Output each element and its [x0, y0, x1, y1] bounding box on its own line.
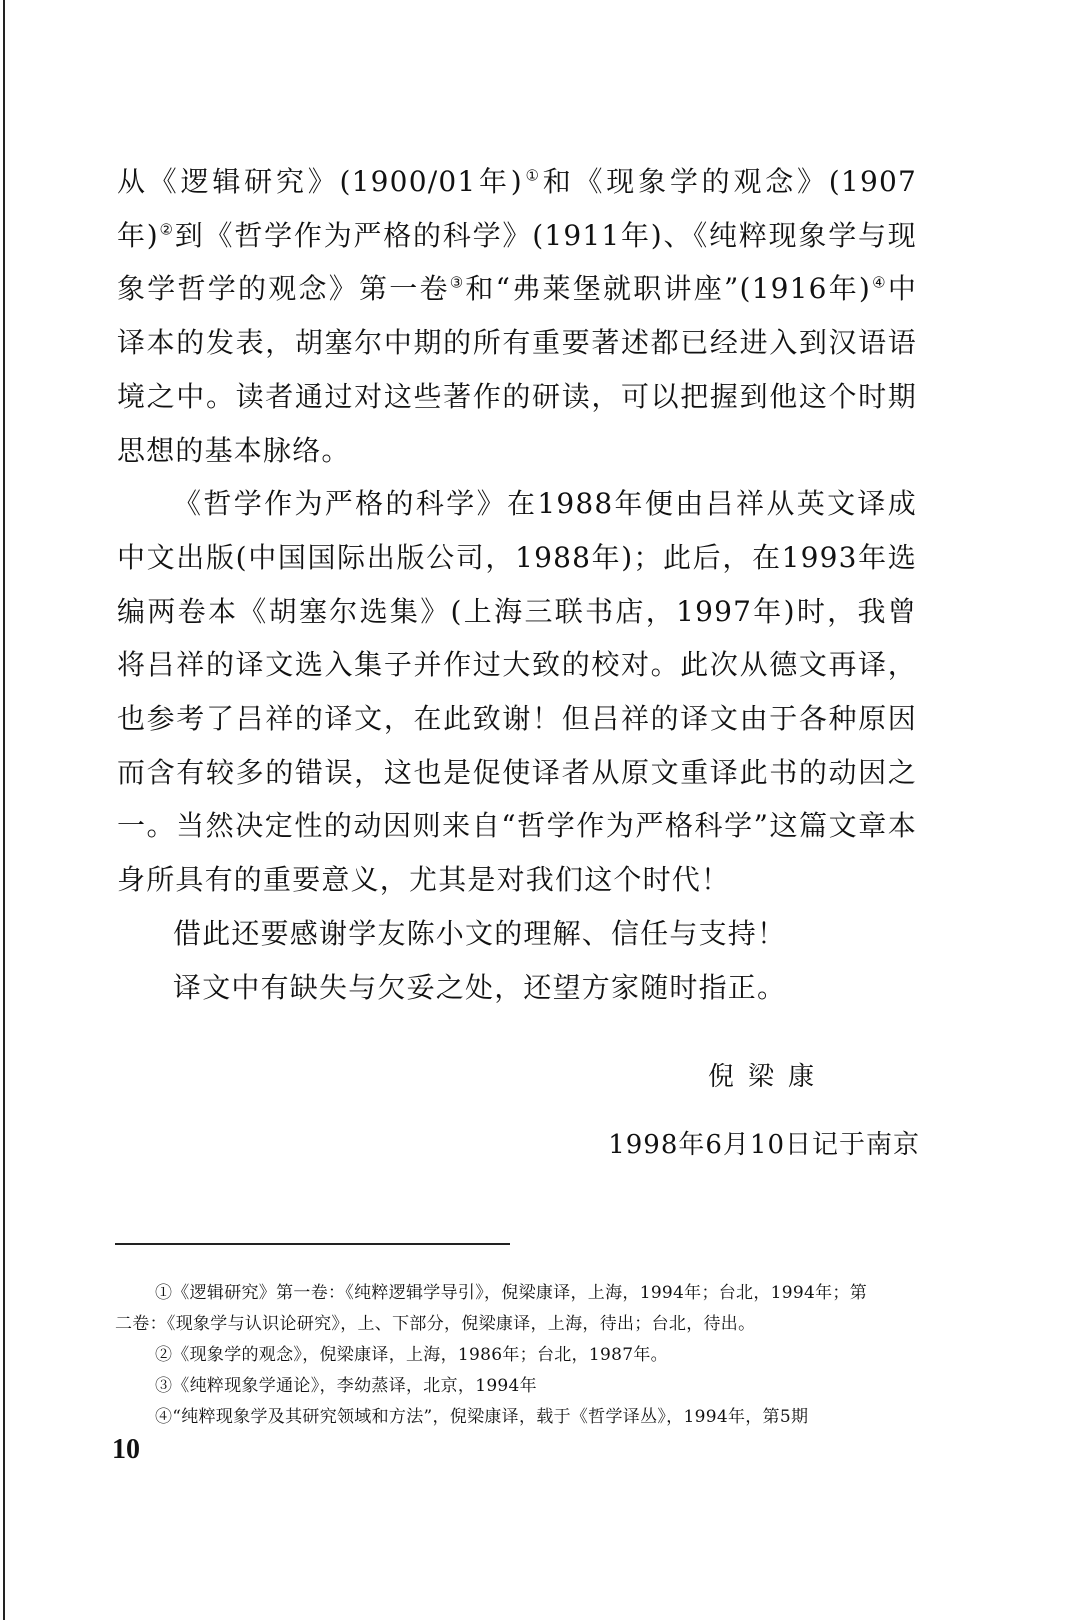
paragraph-2: 《哲学作为严格的科学》在1988年便由吕祥从英文译成中文出版(中国国际出版公司，1988年)；此后，在1993年选编两卷本《胡塞尔选集》(上海三联书店，1997年)时，我曾将吕祥的译文选入集子并作过大致的校对。此次从德文再译，也参考了吕祥的译文，在此致谢！但吕祥的译文由于各种原因而含有较多的错误，这也是促使译者从原文重译此书的动因之一。当然决定性的动因则来自“哲学作为严格科学”这篇文章本身所具有的重要意义，尤其是对我们这个时代！: [117, 487, 917, 897]
footnote-1: ①《逻辑研究》第一卷：《纯粹逻辑学导引》，倪梁康译，上海，1994年；台北，1994年；第: [155, 1283, 868, 1303]
footnote-ref-2: ②: [158, 220, 175, 239]
paragraph-1-text-b: 和《现象学的观念》(1907年): [117, 165, 917, 252]
page-number: 10: [112, 1434, 140, 1465]
footnote-1-continued: 二卷：《现象学与认识论研究》，上、下部分，倪梁康译，上海，待出；台北，待出。: [115, 1314, 756, 1334]
paragraph-3: 借此还要感谢学友陈小文的理解、信任与支持！: [173, 916, 787, 950]
signature-block: [608, 1062, 920, 1160]
paragraph-4: 译文中有缺失与欠妥之处，还望方家随时指正。: [173, 970, 787, 1004]
signature-date: 1998年6月10日记于南京: [608, 1130, 920, 1160]
translator-name: 倪梁康: [707, 1062, 828, 1092]
paragraph-1-text-e: 中译本的发表，胡塞尔中期的所有重要著述都已经进入到汉语语境之中。读者通过对这些著作的研读，可以把握到他这个时期思想的基本脉络。: [117, 272, 918, 467]
paragraph-1-text-a: 从《逻辑研究》(1900/01年): [117, 165, 523, 198]
paragraph-1-text-c: 到《哲学作为严格的科学》(1911年)、《纯粹现象学与现象学哲学的观念》第一卷: [117, 218, 917, 306]
footnote-4: ④“纯粹现象学及其研究领域和方法”，倪梁康译，载于《哲学译丛》，1994年，第5期: [155, 1407, 809, 1427]
footnote-divider: [115, 1243, 510, 1245]
paragraph-1: [117, 155, 917, 477]
paragraph-1-text-d: 和“弗莱堡就职讲座”(1916年): [465, 272, 872, 306]
footnote-2: ②《现象学的观念》，倪梁康译，上海，1986年；台北，1987年。: [155, 1345, 668, 1365]
footnote-ref-4: ④: [871, 274, 888, 293]
footnotes: [115, 1278, 915, 1433]
main-text: [117, 155, 917, 1014]
page-edge-rule: [3, 0, 5, 1620]
footnote-3: ③《纯粹现象学通论》，李幼蒸译，北京，1994年: [155, 1376, 537, 1396]
footnote-ref-3: ③: [449, 274, 466, 293]
footnote-ref-1: ①: [522, 166, 543, 185]
